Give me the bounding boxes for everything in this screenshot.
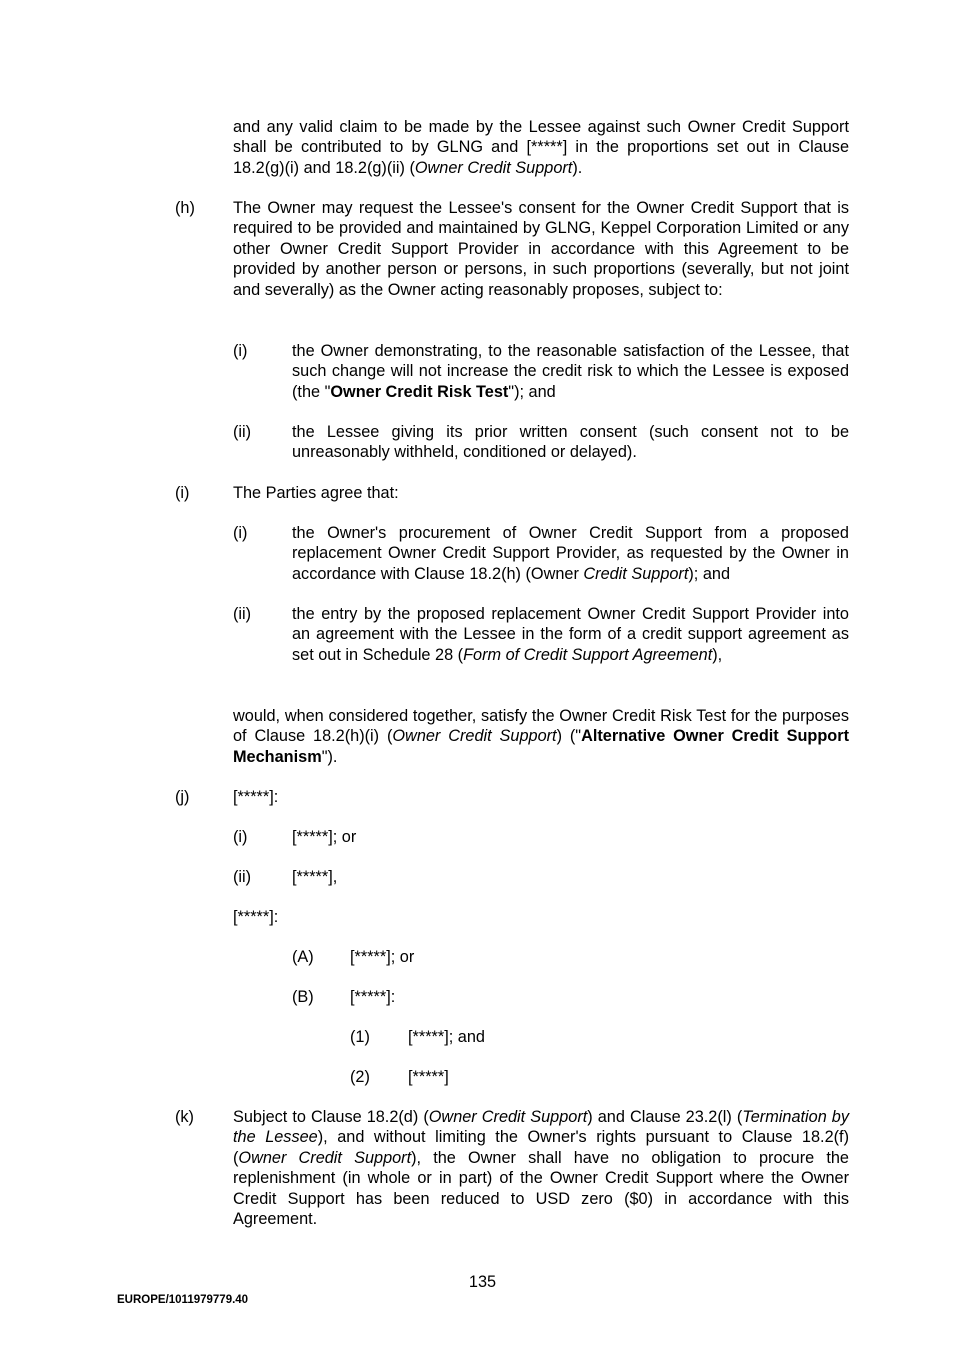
page-number: 135 <box>468 1273 497 1291</box>
clause-j-2-text: [*****] <box>408 1068 449 1086</box>
clause-j-1-label: (1) <box>350 1028 370 1046</box>
clause-i-label: (i) <box>175 484 190 502</box>
clause-j-A-label: (A) <box>292 948 314 966</box>
clause-j-ii-text: [*****], <box>292 868 338 886</box>
clause-j-label: (j) <box>175 788 190 806</box>
clause-j-B-label: (B) <box>292 988 314 1006</box>
intro-text: and any valid claim to be made by the Lessee against such Owner Credit Support shall be contributed to by GLNG and [*****] in the proportions set out in Clause 18.2(g)(i) and 18.2(g)(ii) ( <box>233 118 849 177</box>
clause-h-i-text: the Owner demonstrating, to the reasonable satisfaction of the Lessee, that such change will not increase the credit risk to which the Lessee is exposed (the "Owner Credit Risk Test"); and <box>292 342 849 401</box>
clause-h-i-label: (i) <box>233 342 248 360</box>
clause-k-label: (k) <box>175 1108 194 1126</box>
clause-j-ii-label: (ii) <box>233 868 252 886</box>
clause-h-ii-text: the Lessee giving its prior written consent (such consent not to be unreasonably withheld, conditioned or delayed). <box>292 423 849 462</box>
intro-paragraph <box>233 117 849 178</box>
clause-j-1-text: [*****]; and <box>408 1028 485 1046</box>
clause-i-text: The Parties agree that: <box>233 484 399 502</box>
clause-i-i-text: the Owner's procurement of Owner Credit Support from a proposed replacement Owner Credit Support Provider, as requested by the Owner in accordance with Clause 18.2(h) (Owner Credit Support); and <box>292 524 849 583</box>
clause-j-i-text: [*****]; or <box>292 828 357 846</box>
clause-j-sub-text: [*****]: <box>233 908 279 926</box>
clause-i-tail-text: would, when considered together, satisfy the Owner Credit Risk Test for the purposes of Clause 18.2(h)(i) (Owner Credit Support) ("Alternative Owner Credit Support Mechanism"). <box>233 707 849 766</box>
clause-j-i-label: (i) <box>233 828 248 846</box>
clause-j-2-label: (2) <box>350 1068 370 1086</box>
clause-i-ii-label: (ii) <box>233 605 252 623</box>
intro-clause-ref: Owner Credit Support <box>414 158 573 177</box>
intro-text-end: ). <box>572 158 583 177</box>
defined-term-owner-credit-risk-test: Owner Credit Risk Test <box>330 382 509 401</box>
clause-h-text: The Owner may request the Lessee's consent for the Owner Credit Support that is required to be provided and maintained by GLNG, Keppel Corporation Limited or any other Owner Credit Support Provider in accordance with this Agreement to be provided by another person or persons, in such proportions (severally, but not joint and severally) as the Owner acting reasonably proposes, subject to: <box>233 199 849 299</box>
clause-i-ii-text: the entry by the proposed replacement Owner Credit Support Provider into an agreement with the Lessee in the form of a credit support agreement as set out in Schedule 28 (Form of Credit Support Agreement), <box>292 605 849 664</box>
clause-k-text: Subject to Clause 18.2(d) (Owner Credit Support) and Clause 23.2(l) (Termination by the Lessee), and without limiting the Owner's rights pursuant to Clause 18.2(f) (Owner Credit Support), the Owner shall have no obligation to procure the replenishment (in whole or in part) of the Owner Credit Support where the Owner Credit Support has been reduced to USD zero ($0) in accordance with this Agreement. <box>233 1108 850 1229</box>
defined-term-alternative-mechanism: Alternative Owner Credit Support Mechanism <box>233 727 849 766</box>
clause-j-text: [*****]: <box>233 788 279 806</box>
clause-h-label: (h) <box>175 199 195 217</box>
document-reference: EUROPE/1011979779.40 <box>117 1294 249 1306</box>
clause-j-B-text: [*****]: <box>350 988 396 1006</box>
clause-j-A-text: [*****]; or <box>350 948 415 966</box>
clause-h-ii-label: (ii) <box>233 423 252 441</box>
clause-i-i-label: (i) <box>233 524 248 542</box>
